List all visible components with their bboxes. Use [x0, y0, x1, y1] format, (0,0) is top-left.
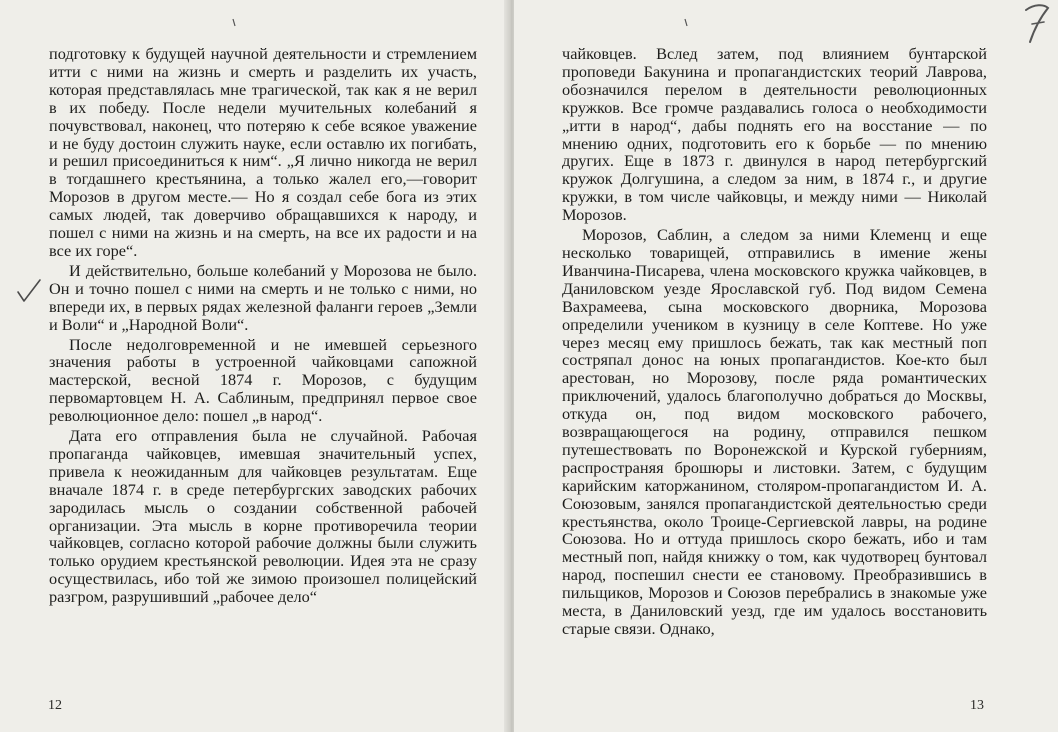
right-page-text	[562, 45, 987, 638]
left-page	[0, 0, 512, 732]
paragraph: И действительно, больше колебаний у Морозова не было. Он и точно пошел с ними на смерть и не только с ними, но впереди их, в первых рядах железной фаланги героев „Земли и Воли“ и „Народной Воли“.	[49, 260, 477, 334]
paragraph: После недолговременной и не имевшей серьезного значения работы в устроенной чайковцами сапожной мастерской, весной 1874 г. Морозов, с будущим первомартовцем Н. А. Саблиным, предпринял первое свое революционное дело: пошел „в народ“.	[49, 334, 477, 426]
left-page-text	[49, 45, 477, 606]
paragraph: чайковцев. Вслед затем, под влиянием бунтарской проповеди Бакунина и пропагандистских теорий Лаврова, обозначился перелом в деятельности революционных кружков. Все громче раздавались голоса о необходимости „итти в народ“, дабы поднять его на восстание — по мнению одних, подготовить его к борьбе — по мнению других. Еще в 1873 г. двинулся в народ петербургский кружок Долгушина, а следом за ним, в 1874 г., и другие кружки, в том числе чайковцы, и между ними — Николай Морозов.	[562, 44, 987, 225]
paragraph: подготовку к будущей научной деятельности и стремлением итти с ними на жизнь и смерть и разделить их участь, которая представлялась мне трагической, так как я не верил в их победу. После недели мучительных колебаний я почувствовал, наконец, что потеряю к себе всякое уважение и не буду достоин служить науке, если оставлю их погибать, и решил присоединиться к ним“. „Я лично никогда не верил в тогдашнего крестьянина, а только жалел его,—говорит Морозов в другом месте.— Но я создал себе бога из этих самых людей, так доверчиво обращавшихся к народу, и пошел с ними на жизнь и на смерть, на все их радости и на все их горе“.	[49, 44, 477, 260]
paragraph: Морозов, Саблин, а следом за ними Клеменц и еще несколько товарищей, отправились в имение жены Иванчина-Писарева, члена московского кружка чайковцев, в Даниловском уезде Ярославской губ. Под видом Семена Вахрамеева, сына московского дворника, Морозова определили учеником в кузницу в селе Коптеве. Но уже через месяц ему пришлось бежать, так как местный поп состряпал донос на юных пропагандистов. Кое-кто был арестован, но Морозову, после ряда романтических приключений, удалось благополучно добраться до Москвы, откуда он, под видом московского рабочего, возвращающегося на родину, отправился пешком путешествовать по Воронежской и Курской губерниям, распространяя брошюры и листовки. Затем, с будущим карийским каторжанином, столяром-пропагандистом И. А. Союзовым, занялся пропагандистской деятельностью среди крестьянства, около Троице-Сергиевской лавры, на родине Союзова. Но и оттуда пришлось скоро бежать, ибо и там местный поп, найдя книжку о том, как чудотворец бунтовал народ, поспешил снести ее становому. Преобразившись в пильщиков, Морозов и Союзов перебрались в знакомые уже места, в Даниловский уезд, где им удалось восстановить старые связи. Однако,	[562, 225, 987, 638]
page-number-left: 12	[48, 698, 62, 713]
page-number-right: 13	[970, 698, 984, 713]
paragraph: Дата его отправления была не случайной. Рабочая пропаганда чайковцев, имевшая значительный успех, привела к неожиданным для чайковцев результатам. Еще вначале 1874 г. в среде петербургских заводских рабочих зародилась мысль о создании собственной рабочей организации. Эта мысль в корне противоречила теории чайковцев, согласно которой рабочие должны были служить только орудием крестьянской революции. Идея эта не сразу осуществилась, ибо той же зимою произошел полицейский разгром, разрушивший „рабочее дело“	[49, 426, 477, 607]
